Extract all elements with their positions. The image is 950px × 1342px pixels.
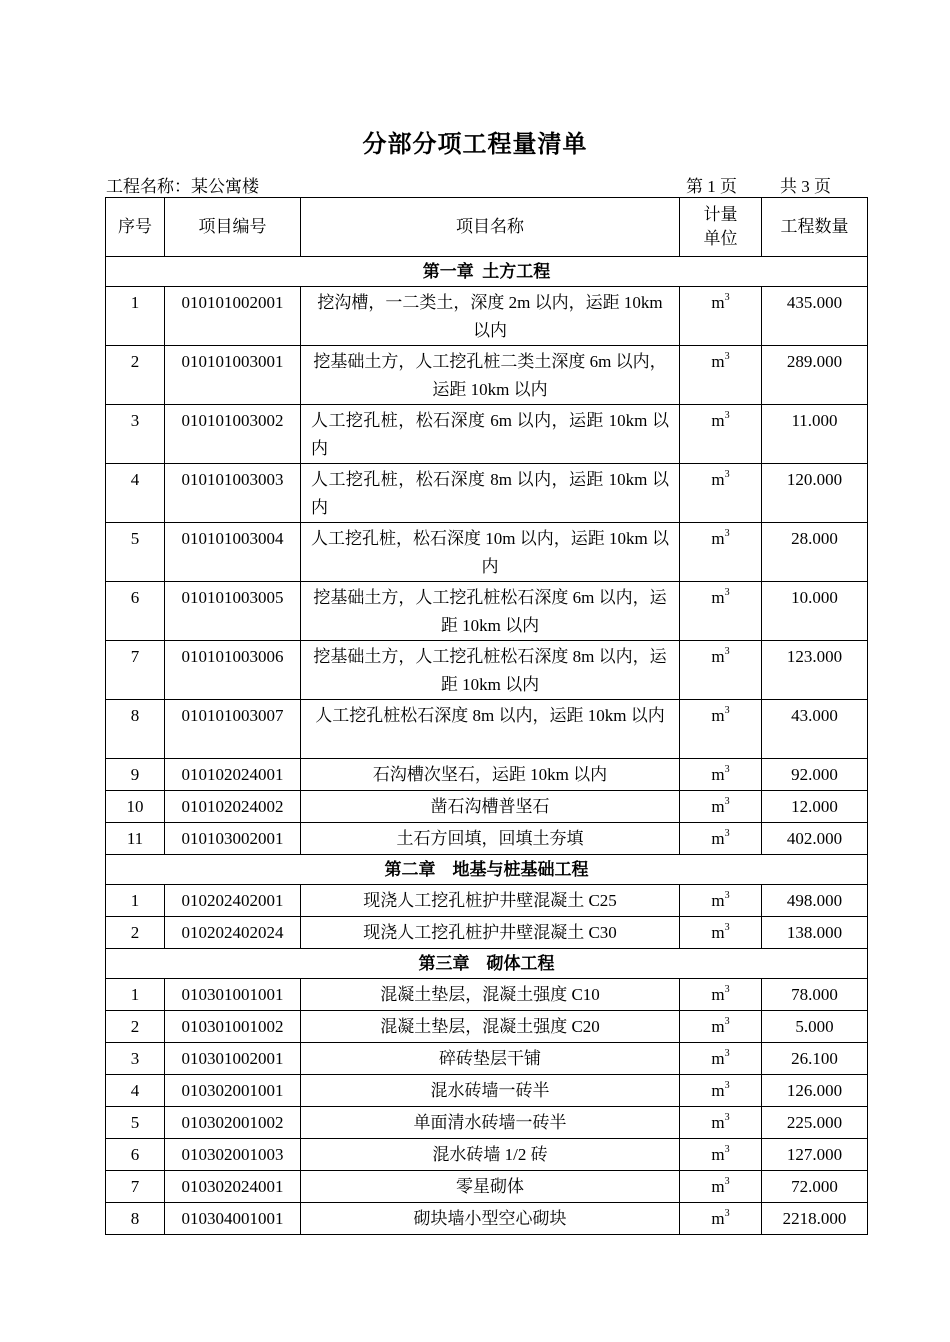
row-unit [680, 1171, 762, 1203]
row-code: 010301001002 [165, 1011, 301, 1043]
row-unit [680, 464, 762, 523]
row-name: 现浇人工挖孔桩护井壁混凝土 C25 [301, 885, 680, 917]
row-seq: 3 [106, 405, 165, 464]
row-quantity: 225.000 [762, 1107, 868, 1139]
row-code: 010302001003 [165, 1139, 301, 1171]
bill-of-quantities-table [105, 197, 868, 1235]
unit-base: m [711, 1113, 725, 1132]
chapter-title: 第一章 土方工程 [106, 257, 868, 287]
unit-exponent: 3 [724, 1176, 730, 1188]
row-name: 零星砌体 [301, 1171, 680, 1203]
row-name: 挖沟槽，一二类土，深度 2m 以内，运距 10km 以内 [301, 287, 680, 346]
row-code: 010304001001 [165, 1203, 301, 1235]
header-unit [680, 198, 762, 257]
row-quantity: 11.000 [762, 405, 868, 464]
row-seq: 2 [106, 917, 165, 949]
header-quantity: 工程数量 [762, 198, 868, 257]
unit-base: m [711, 1081, 725, 1100]
unit-exponent: 3 [724, 1112, 730, 1124]
row-code: 010102024002 [165, 791, 301, 823]
row-code: 010302001002 [165, 1107, 301, 1139]
row-seq: 2 [106, 346, 165, 405]
chapter-row [106, 257, 868, 287]
unit-exponent: 3 [724, 587, 730, 599]
row-seq: 7 [106, 1171, 165, 1203]
unit-base: m [711, 1049, 725, 1068]
row-code: 010302024001 [165, 1171, 301, 1203]
row-code: 010101003007 [165, 700, 301, 759]
row-seq: 11 [106, 823, 165, 855]
table-row [106, 1171, 868, 1203]
unit-base: m [711, 588, 725, 607]
unit-exponent: 3 [724, 528, 730, 540]
row-code: 010301002001 [165, 1043, 301, 1075]
row-seq: 3 [106, 1043, 165, 1075]
unit-exponent: 3 [724, 410, 730, 422]
unit-exponent: 3 [724, 764, 730, 776]
page-number: 第 1 页 [686, 177, 737, 196]
row-code: 010301001001 [165, 979, 301, 1011]
row-code: 010202402024 [165, 917, 301, 949]
table-row [106, 641, 868, 700]
unit-exponent: 3 [724, 351, 730, 363]
row-quantity: 435.000 [762, 287, 868, 346]
header-seq: 序号 [106, 198, 165, 257]
row-code: 010103002001 [165, 823, 301, 855]
row-quantity: 120.000 [762, 464, 868, 523]
row-unit [680, 1203, 762, 1235]
row-quantity: 92.000 [762, 759, 868, 791]
unit-base: m [711, 1017, 725, 1036]
table-row [106, 1139, 868, 1171]
header-unit-line2: 单位 [703, 229, 738, 248]
row-name: 人工挖孔桩松石深度 8m 以内，运距 10km 以内 [301, 700, 680, 759]
table-row [106, 791, 868, 823]
row-quantity: 28.000 [762, 523, 868, 582]
row-seq: 2 [106, 1011, 165, 1043]
row-quantity: 12.000 [762, 791, 868, 823]
row-unit [680, 582, 762, 641]
row-name: 挖基础土方，人工挖孔桩二类土深度 6m 以内，运距 10km 以内 [301, 346, 680, 405]
page-total: 共 3 页 [780, 177, 831, 196]
row-code: 010101003002 [165, 405, 301, 464]
row-code: 010101002001 [165, 287, 301, 346]
row-code: 010302001001 [165, 1075, 301, 1107]
table-row [106, 405, 868, 464]
row-code: 010202402001 [165, 885, 301, 917]
unit-exponent: 3 [724, 890, 730, 902]
unit-exponent: 3 [724, 292, 730, 304]
unit-exponent: 3 [724, 1048, 730, 1060]
row-name: 石沟槽次坚石，运距 10km 以内 [301, 759, 680, 791]
row-seq: 8 [106, 1203, 165, 1235]
table-row [106, 1075, 868, 1107]
row-code: 010101003005 [165, 582, 301, 641]
row-unit [680, 523, 762, 582]
unit-base: m [711, 411, 725, 430]
row-name: 砌块墙小型空心砌块 [301, 1203, 680, 1235]
row-name: 混水砖墙一砖半 [301, 1075, 680, 1107]
chapter-title: 第二章 地基与桩基础工程 [106, 855, 868, 885]
row-unit [680, 641, 762, 700]
row-seq: 1 [106, 287, 165, 346]
unit-base: m [711, 293, 725, 312]
row-unit [680, 823, 762, 855]
unit-base: m [711, 765, 725, 784]
row-quantity: 126.000 [762, 1075, 868, 1107]
row-quantity: 289.000 [762, 346, 868, 405]
unit-exponent: 3 [724, 1016, 730, 1028]
table-row [106, 823, 868, 855]
project-name: 工程名称：某公寓楼 [106, 177, 259, 196]
unit-base: m [711, 985, 725, 1004]
unit-base: m [711, 352, 725, 371]
table-row [106, 759, 868, 791]
table-row [106, 979, 868, 1011]
row-unit [680, 979, 762, 1011]
row-code: 010101003006 [165, 641, 301, 700]
row-name: 挖基础土方，人工挖孔桩松石深度 6m 以内，运距 10km 以内 [301, 582, 680, 641]
chapter-title: 第三章 砌体工程 [106, 949, 868, 979]
table-row [106, 700, 868, 759]
unit-base: m [711, 891, 725, 910]
row-code: 010101003004 [165, 523, 301, 582]
unit-exponent: 3 [724, 796, 730, 808]
row-seq: 1 [106, 885, 165, 917]
table-row [106, 464, 868, 523]
row-code: 010101003001 [165, 346, 301, 405]
row-seq: 1 [106, 979, 165, 1011]
row-seq: 5 [106, 1107, 165, 1139]
unit-base: m [711, 1209, 725, 1228]
row-name: 人工挖孔桩，松石深度 10m 以内，运距 10km 以内 [301, 523, 680, 582]
unit-exponent: 3 [724, 828, 730, 840]
row-name: 人工挖孔桩，松石深度 8m 以内，运距 10km 以内 [301, 464, 680, 523]
row-seq: 5 [106, 523, 165, 582]
row-unit [680, 1011, 762, 1043]
table-body [106, 257, 868, 1235]
unit-base: m [711, 1177, 725, 1196]
row-unit [680, 885, 762, 917]
table-row [106, 1107, 868, 1139]
table-row [106, 582, 868, 641]
row-quantity: 138.000 [762, 917, 868, 949]
row-unit [680, 791, 762, 823]
row-unit [680, 1107, 762, 1139]
row-name: 碎砖垫层干铺 [301, 1043, 680, 1075]
row-quantity: 498.000 [762, 885, 868, 917]
unit-base: m [711, 529, 725, 548]
table-row [106, 1203, 868, 1235]
row-unit [680, 346, 762, 405]
table-row [106, 885, 868, 917]
unit-exponent: 3 [724, 469, 730, 481]
chapter-row [106, 949, 868, 979]
table-row [106, 1011, 868, 1043]
row-quantity: 402.000 [762, 823, 868, 855]
row-name: 土石方回填，回填土夯填 [301, 823, 680, 855]
table-row [106, 917, 868, 949]
row-unit [680, 1075, 762, 1107]
table-row [106, 287, 868, 346]
row-unit [680, 405, 762, 464]
row-name: 混凝土垫层，混凝土强度 C20 [301, 1011, 680, 1043]
unit-base: m [711, 797, 725, 816]
row-seq: 9 [106, 759, 165, 791]
table-row [106, 523, 868, 582]
row-unit [680, 917, 762, 949]
chapter-row [106, 855, 868, 885]
unit-base: m [711, 706, 725, 725]
unit-base: m [711, 470, 725, 489]
row-seq: 6 [106, 582, 165, 641]
row-name: 混凝土垫层，混凝土强度 C10 [301, 979, 680, 1011]
row-name: 人工挖孔桩，松石深度 6m 以内，运距 10km 以内 [301, 405, 680, 464]
row-seq: 4 [106, 1075, 165, 1107]
unit-exponent: 3 [724, 922, 730, 934]
row-unit [680, 287, 762, 346]
row-quantity: 26.100 [762, 1043, 868, 1075]
row-unit [680, 1139, 762, 1171]
row-quantity: 2218.000 [762, 1203, 868, 1235]
unit-base: m [711, 829, 725, 848]
row-quantity: 78.000 [762, 979, 868, 1011]
row-seq: 10 [106, 791, 165, 823]
row-code: 010102024001 [165, 759, 301, 791]
row-unit [680, 1043, 762, 1075]
unit-exponent: 3 [724, 646, 730, 658]
row-quantity: 10.000 [762, 582, 868, 641]
header-code: 项目编号 [165, 198, 301, 257]
unit-exponent: 3 [724, 984, 730, 996]
row-name: 混水砖墙 1/2 砖 [301, 1139, 680, 1171]
row-seq: 7 [106, 641, 165, 700]
row-quantity: 5.000 [762, 1011, 868, 1043]
table-header-row [106, 198, 868, 257]
document-title: 分部分项工程量清单 [362, 132, 588, 158]
header-unit-line1: 计量 [703, 205, 738, 224]
unit-base: m [711, 1145, 725, 1164]
table-row [106, 1043, 868, 1075]
unit-exponent: 3 [724, 1208, 730, 1220]
unit-exponent: 3 [724, 1144, 730, 1156]
row-seq: 4 [106, 464, 165, 523]
row-unit [680, 759, 762, 791]
unit-base: m [711, 647, 725, 666]
row-name: 凿石沟槽普坚石 [301, 791, 680, 823]
row-name: 挖基础土方，人工挖孔桩松石深度 8m 以内，运距 10km 以内 [301, 641, 680, 700]
row-name: 单面清水砖墙一砖半 [301, 1107, 680, 1139]
row-quantity: 43.000 [762, 700, 868, 759]
row-code: 010101003003 [165, 464, 301, 523]
row-name: 现浇人工挖孔桩护井壁混凝土 C30 [301, 917, 680, 949]
table-row [106, 346, 868, 405]
unit-exponent: 3 [724, 1080, 730, 1092]
row-seq: 6 [106, 1139, 165, 1171]
row-unit [680, 700, 762, 759]
unit-exponent: 3 [724, 705, 730, 717]
unit-base: m [711, 923, 725, 942]
header-name: 项目名称 [301, 198, 680, 257]
row-quantity: 127.000 [762, 1139, 868, 1171]
row-seq: 8 [106, 700, 165, 759]
row-quantity: 123.000 [762, 641, 868, 700]
row-quantity: 72.000 [762, 1171, 868, 1203]
